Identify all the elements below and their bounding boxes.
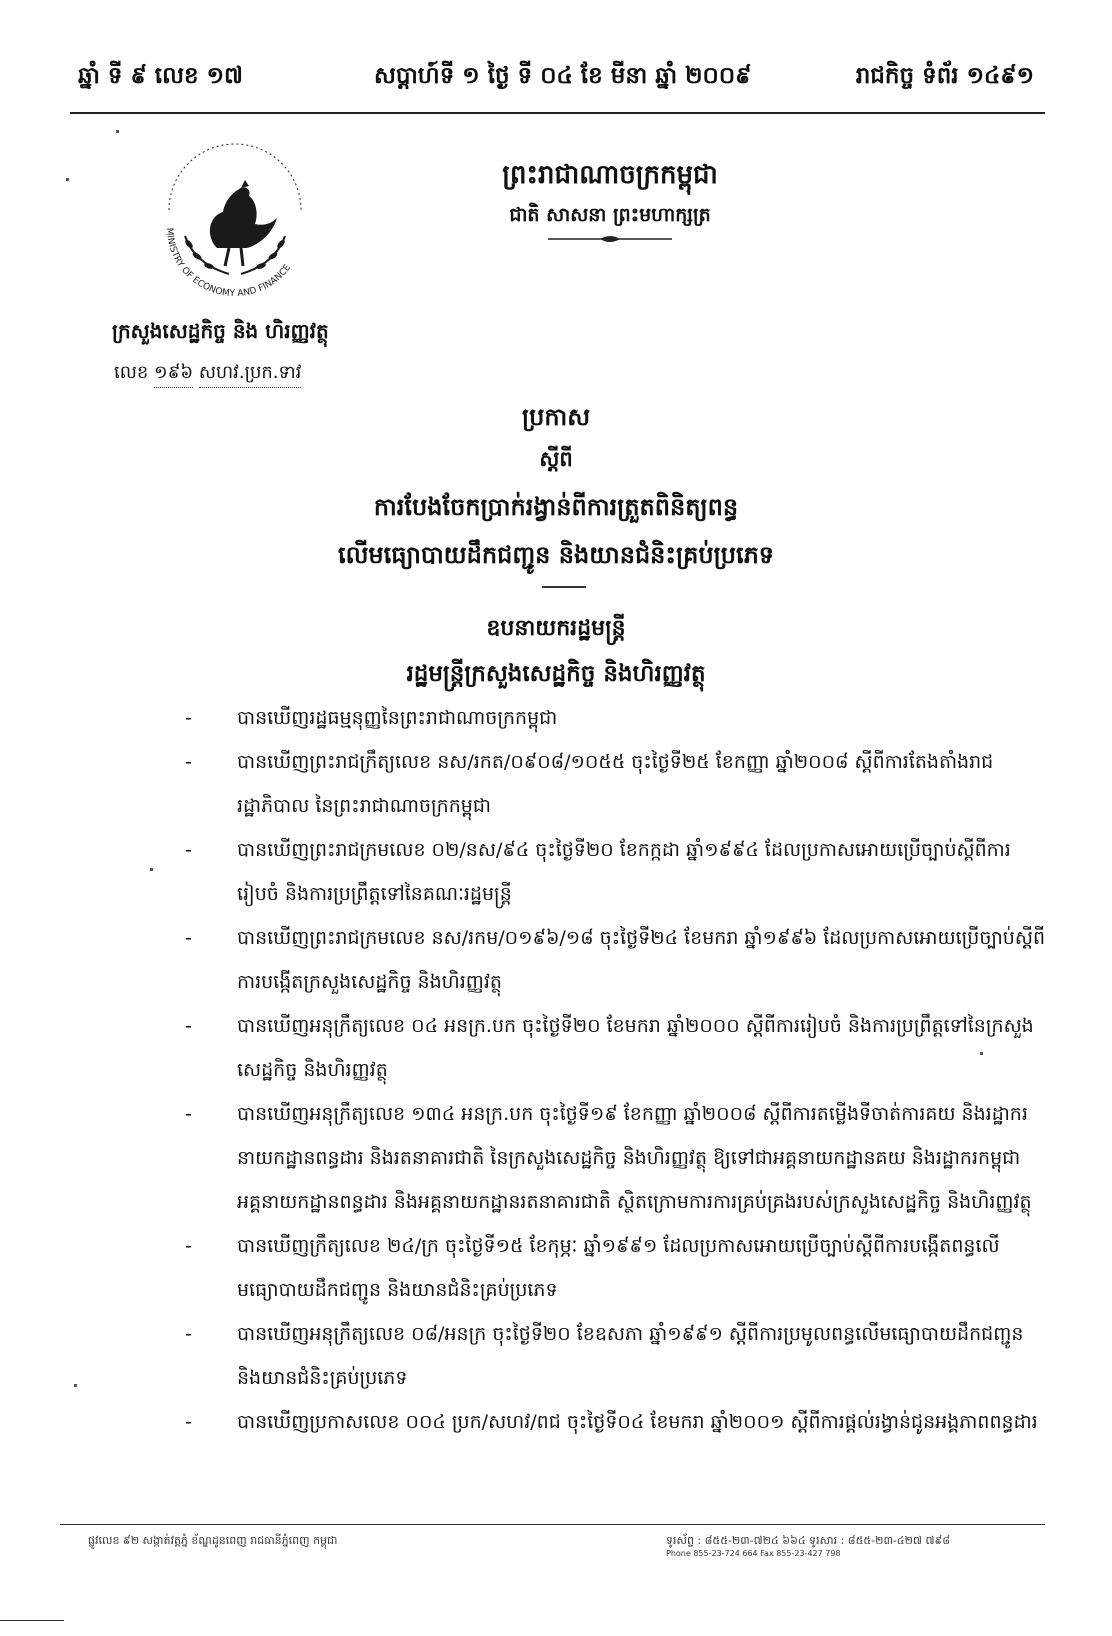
header-divider (70, 112, 1045, 114)
footer-phone-fax-khmer: ទូរស័ព្ទ : ៨៥៥-២៣-៧២៤ ៦៦៤ ទូរសារ : ៨៥៥-២៣-៤២៧ ៧៩៨ (666, 1534, 951, 1547)
document-title-line-1: ការបែងចែកប្រាក់រង្វាន់ពីការត្រួតពិនិត្យពន្ធ (373, 493, 739, 521)
title-about: ស្តីពី (539, 447, 573, 471)
scan-speck (980, 1052, 983, 1055)
reference-code: សហវ.ប្រក.ទាវ (199, 360, 302, 388)
footer-address: ផ្លូវលេខ ៩២ សង្កាត់វត្តភ្នំ ខ័ណ្ឌដូនពេញ រាជធានីភ្នំពេញ កម្ពុជា (88, 1534, 338, 1547)
reference-label: លេខ (114, 362, 149, 383)
scan-speck (150, 868, 153, 871)
legal-basis-item: - បានឃើញព្រះរាជក្រឹត្យលេខ នស/រកត/០៩០៨/១០៥៥ ចុះថ្ងៃទី២៥ ខែកញ្ញា ឆ្នាំ២០០៨ ស្តីពីការតែងតាំងរាជរដ្ឋាភិបាល នៃព្រះរាជាណាចក្រកម្ពុជា (185, 740, 1045, 828)
ministry-name: ក្រសួងសេដ្ឋកិច្ច និង ហិរញ្ញវត្ថុ (112, 319, 329, 343)
legal-basis-item: - បានឃើញអនុក្រឹត្យលេខ ០៤ អនក្រ.បក ចុះថ្ងៃទី២០ ខែមករា ឆ្នាំ២០០០ ស្តីពីការរៀបចំ និងការប្រព្រឹត្តទៅនៃក្រសួងសេដ្ឋកិច្ច និងហិរញ្ញវត្ថុ (185, 1004, 1045, 1092)
gazette-page-number: រាជកិច្ច ទំព័រ ១៤៩១ (855, 63, 1034, 89)
reference-number (114, 360, 301, 388)
ornament-divider (548, 233, 672, 245)
document-type: ប្រកាស (521, 403, 591, 431)
document-title-line-2: លើមធ្យោបាយដឹកជញ្ជូន និងយានជំនិះគ្រប់ប្រភេទ (337, 541, 775, 569)
legal-basis-item: - បានឃើញអនុក្រឹត្យលេខ ០៨/អនក្រ ចុះថ្ងៃទី២០ ខែឧសភា ឆ្នាំ១៩៩១ ស្តីពីការប្រមូលពន្ធលើមធ្យោបាយដឹកជញ្ជូន និងយានជំនិះគ្រប់ប្រភេទ (185, 1312, 1045, 1400)
legal-basis-item: - បានឃើញអនុក្រឹត្យលេខ ១៣៤ អនក្រ.បក ចុះថ្ងៃទី១៩ ខែកញ្ញា ឆ្នាំ២០០៨ ស្តីពីការតម្លើងទីចាត់ការគយ និងរដ្ឋាករ នាយកដ្ឋានពន្ធដារ និងរតនាគារជាតិ នៃក្រសួងសេដ្ឋកិច្ច និងហិរញ្ញវត្ថុ ឱ្យទៅជាអគ្គនាយកដ្ឋានគយ និងរដ្ឋាករកម្ពុជា អគ្គនាយកដ្ឋានពន្ធដារ និងអគ្គនាយកដ្ឋានរតនាគារជាតិ ស្ថិតក្រោមការការគ្រប់គ្រងរបស់ក្រសួងសេដ្ឋកិច្ច និងហិរញ្ញវត្ថុ (185, 1092, 1045, 1224)
legal-basis-item: - បានឃើញរដ្ឋធម្មនុញ្ញនៃព្រះរាជាណាចក្រកម្ពុជា (185, 696, 1045, 740)
legal-basis-list (185, 696, 1045, 1444)
kingdom-heading: ព្រះរាជាណាចក្រកម្ពុជា (502, 160, 718, 190)
scan-speck (66, 178, 69, 181)
footer-phone-fax-english: Phone 855-23-724 664 Fax 855-23-427 798 (666, 1549, 841, 1558)
scan-speck (116, 130, 119, 133)
reference-number-value: ១៩៦ (154, 360, 193, 388)
legal-basis-item: - បានឃើញព្រះរាជក្រមលេខ ០២/នស/៩៤ ចុះថ្ងៃទី២០ ខែកក្កដា ឆ្នាំ១៩៩៤ ដែលប្រកាសអោយប្រើច្បាប់ស្តីពីការរៀបចំ និងការប្រព្រឹត្តទៅនៃគណៈរដ្ឋមន្ត្រី (185, 828, 1045, 916)
footer-contact (666, 1534, 950, 1560)
seal-text: MINISTRY OF ECONOMY AND FINANCE (163, 227, 293, 300)
title-divider (542, 586, 586, 588)
minister-title: រដ្ឋមន្ត្រីក្រសួងសេដ្ឋកិច្ច និងហិរញ្ញវត្ថុ (406, 661, 706, 687)
legal-basis-item: - បានឃើញក្រឹត្យលេខ ២៤/ក្រ ចុះថ្ងៃទី១៥ ខែកុម្ភៈ ឆ្នាំ១៩៩១ ដែលប្រកាសអោយប្រើច្បាប់ស្តីពីការបង្កើតពន្ធលើមធ្យោបាយដឹកជញ្ជូន និងយានជំនិះគ្រប់ប្រភេទ (185, 1224, 1045, 1312)
national-motto: ជាតិ សាសនា ព្រះមហាក្សត្រ (509, 204, 711, 226)
ministry-seal-logo (155, 140, 315, 300)
legal-basis-item: - បានឃើញព្រះរាជក្រមលេខ នស/រកម/០១៩៦/១៨ ចុះថ្ងៃទី២៤ ខែមករា ឆ្នាំ១៩៩៦ ដែលប្រកាសអោយប្រើច្បាប់ស្តីពីការបង្កើតក្រសួងសេដ្ឋកិច្ច និងហិរញ្ញវត្ថុ (185, 916, 1045, 1004)
page-edge-mark (0, 1620, 64, 1621)
gazette-year-issue: ឆ្នាំ ទី ៩ លេខ ១៧ (78, 63, 243, 89)
scan-speck (74, 1384, 77, 1387)
legal-basis-item: - បានឃើញប្រកាសលេខ ០០៤ ប្រក/សហវ/ពជ ចុះថ្ងៃទី០៤ ខែមករា ឆ្នាំ២០០១ ស្តីពីការផ្តល់រង្វាន់ជូនអង្គភាពពន្ធដារ (185, 1400, 1045, 1444)
gazette-week-date: សប្តាហ៍ទី ១ ថ្ងៃ ទី ០៤ ខែ មីនា ឆ្នាំ ២០០៩ (374, 63, 752, 89)
footer-divider (60, 1524, 1045, 1525)
deputy-prime-minister-title: ឧបនាយករដ្ឋមន្ត្រី (486, 616, 626, 641)
